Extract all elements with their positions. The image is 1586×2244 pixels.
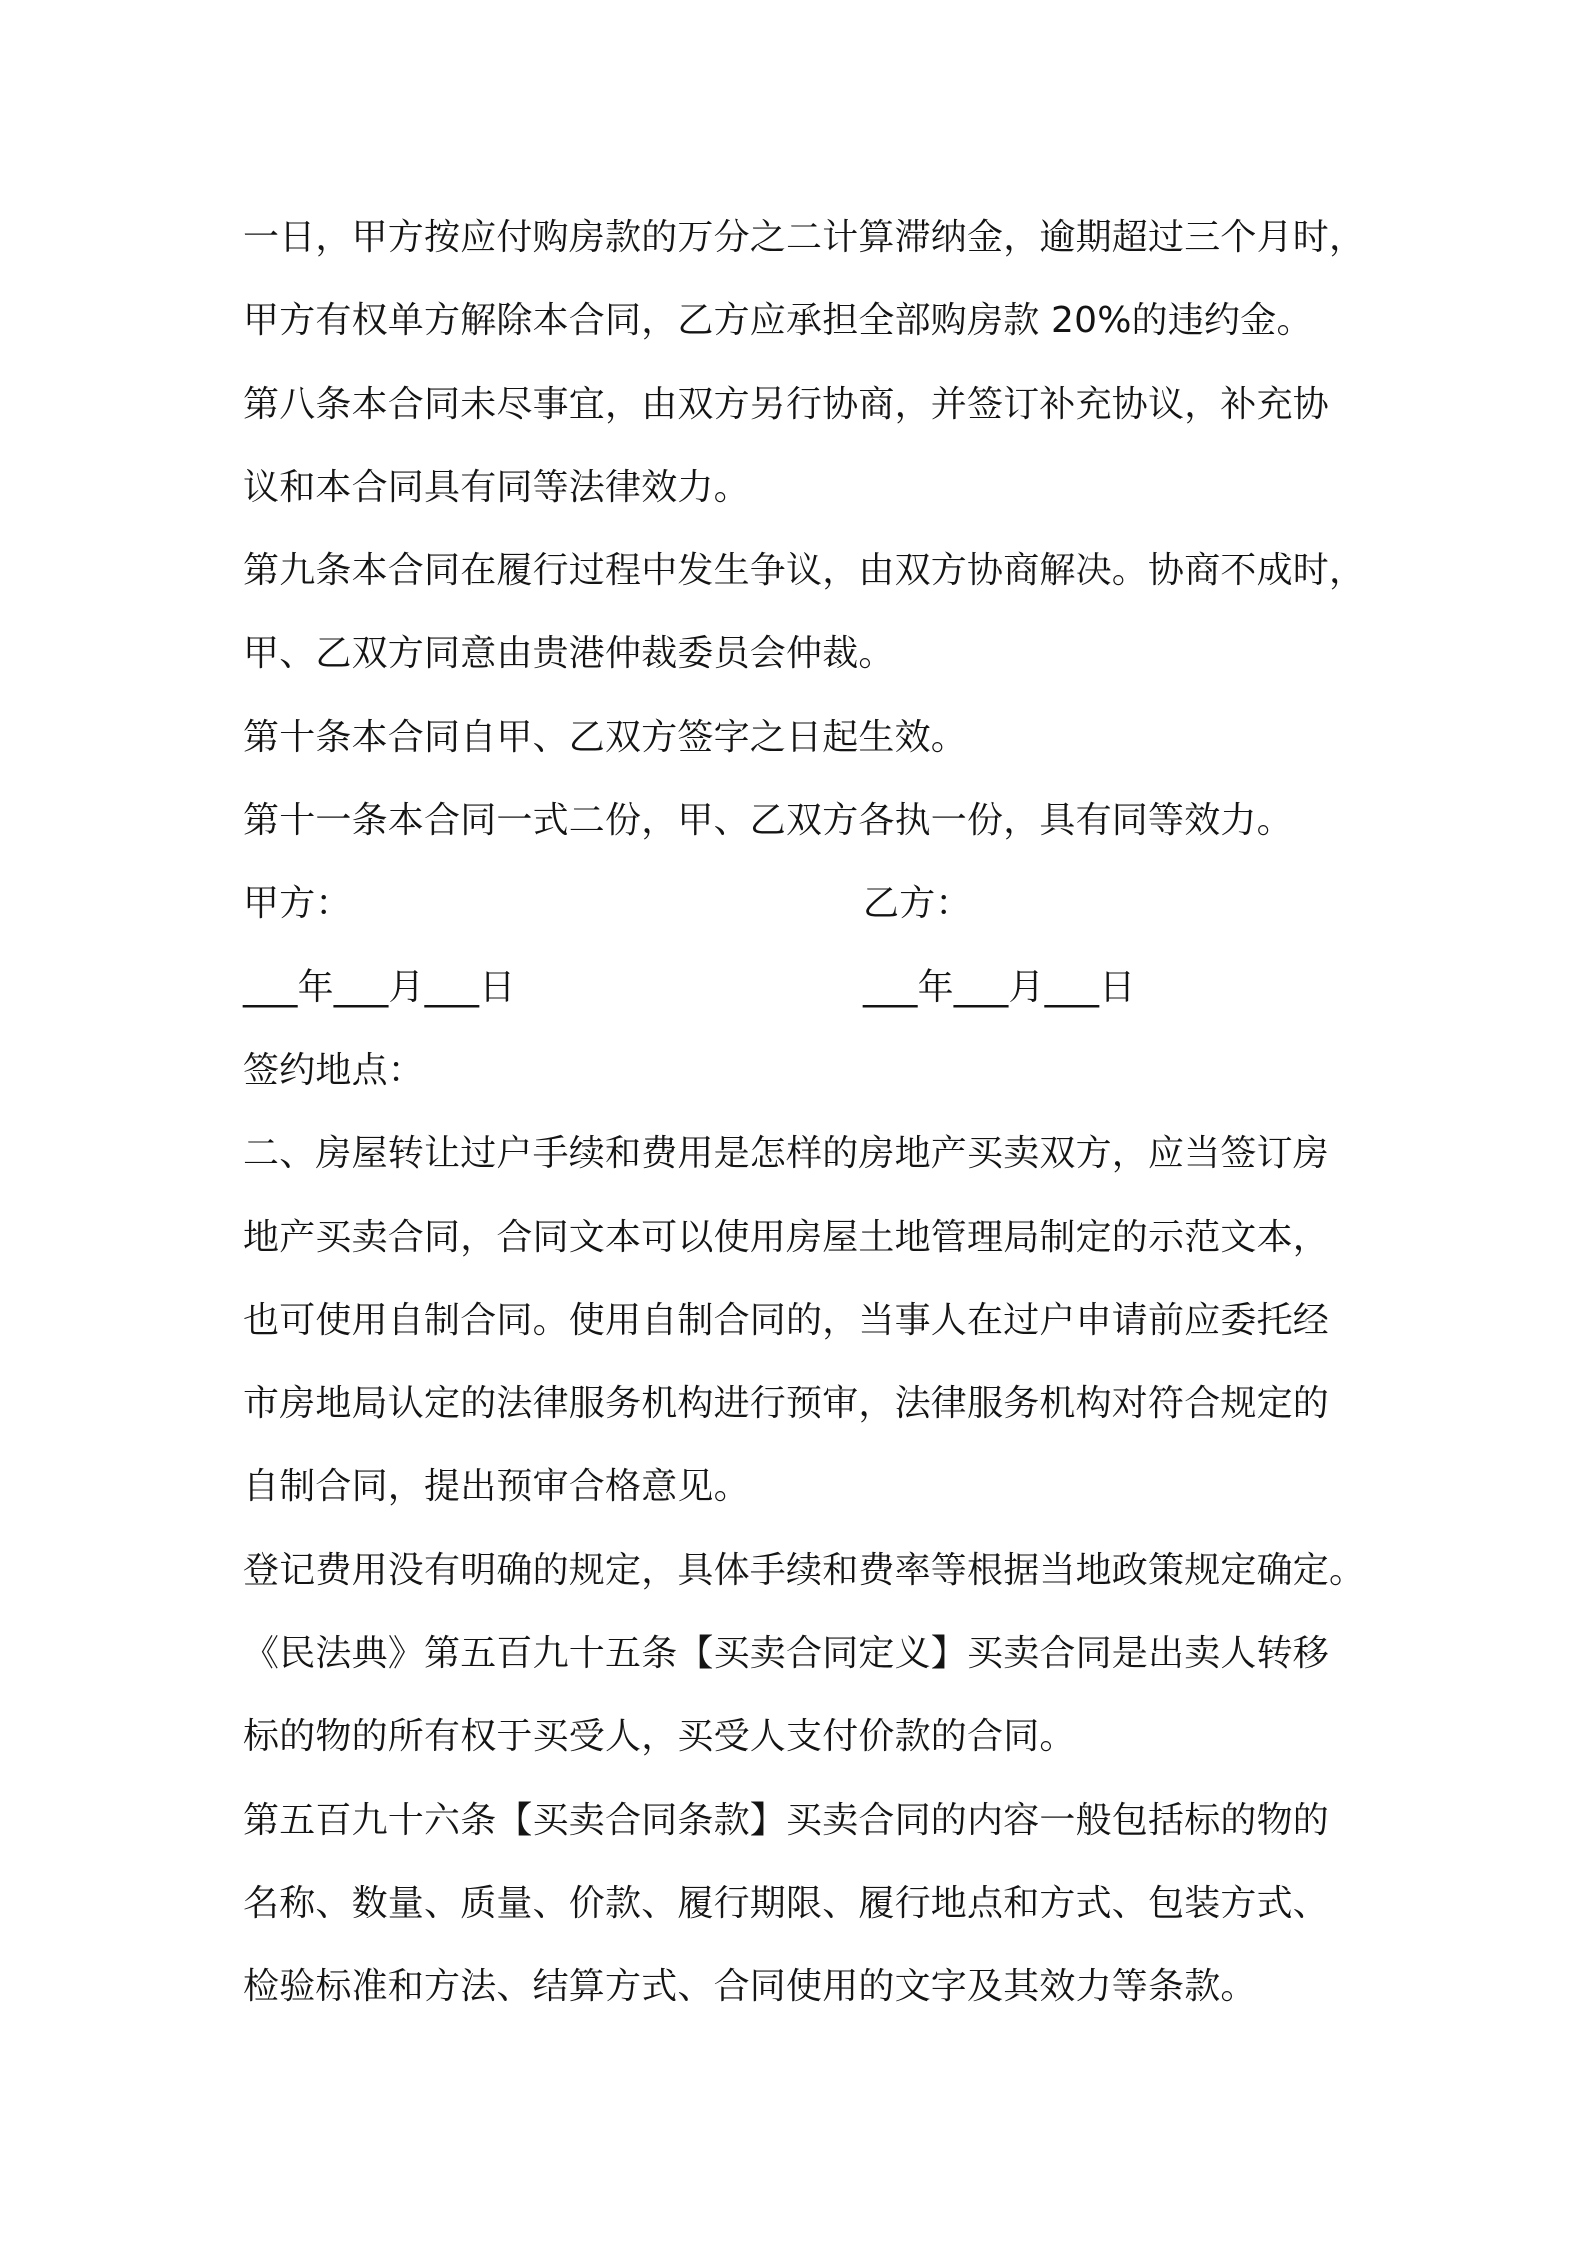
text-line: 二、房屋转让过户手续和费用是怎样的房地产买卖双方，应当签订房 bbox=[243, 1133, 1330, 1175]
signing-location: 签约地点： bbox=[243, 1049, 425, 1091]
signature-party-row bbox=[243, 862, 1373, 945]
text-line: 标的物的所有权于买受人，买受人支付价款的合同。 bbox=[243, 1716, 1076, 1758]
text-line: 议和本合同具有同等法律效力。 bbox=[243, 466, 750, 508]
text-line: 第十条本合同自甲、乙双方签字之日起生效。 bbox=[243, 716, 968, 758]
text-line: 登记费用没有明确的规定，具体手续和费率等根据当地政策规定确定。 bbox=[243, 1549, 1366, 1591]
document-body bbox=[243, 196, 1373, 2029]
text-line: 《民法典》第五百九十五条【买卖合同定义】买卖合同是出卖人转移 bbox=[243, 1633, 1330, 1675]
text-line: 第五百九十六条【买卖合同条款】买卖合同的内容一般包括标的物的 bbox=[243, 1799, 1330, 1841]
text-line: 一日，甲方按应付购房款的万分之二计算滞纳金，逾期超过三个月时， bbox=[243, 217, 1366, 258]
text-line: 检验标准和方法、结算方式、合同使用的文字及其效力等条款。 bbox=[243, 1966, 1257, 2008]
text-line: 甲方有权单方解除本合同，乙方应承担全部购房款 20%的违约金。 bbox=[243, 300, 1313, 342]
text-line: 甲、乙双方同意由贵港仲裁委员会仲裁。 bbox=[243, 633, 895, 675]
text-line: 第九条本合同在履行过程中发生争议，由双方协商解决。协商不成时， bbox=[243, 550, 1366, 592]
text-line: 第十一条本合同一式二份，甲、乙双方各执一份，具有同等效力。 bbox=[243, 800, 1293, 842]
text-line: 市房地局认定的法律服务机构进行预审，法律服务机构对符合规定的 bbox=[243, 1383, 1330, 1425]
text-line: 自制合同，提出预审合格意见。 bbox=[243, 1466, 750, 1508]
party-a-label: 甲方： bbox=[243, 883, 352, 925]
signature-date-row bbox=[243, 946, 1373, 1029]
party-a-date: ___年___月___日 bbox=[243, 966, 516, 1008]
text-line: 名称、数量、质量、价款、履行期限、履行地点和方式、包装方式、 bbox=[243, 1882, 1330, 1924]
text-line: 地产买卖合同，合同文本可以使用房屋土地管理局制定的示范文本， bbox=[243, 1216, 1330, 1258]
party-b-label: 乙方： bbox=[863, 883, 972, 925]
text-line: 也可使用自制合同。使用自制合同的，当事人在过户申请前应委托经 bbox=[243, 1299, 1330, 1341]
party-b-date: ___年___月___日 bbox=[863, 966, 1136, 1008]
text-line: 第八条本合同未尽事宜，由双方另行协商，并签订补充协议，补充协 bbox=[243, 383, 1330, 425]
